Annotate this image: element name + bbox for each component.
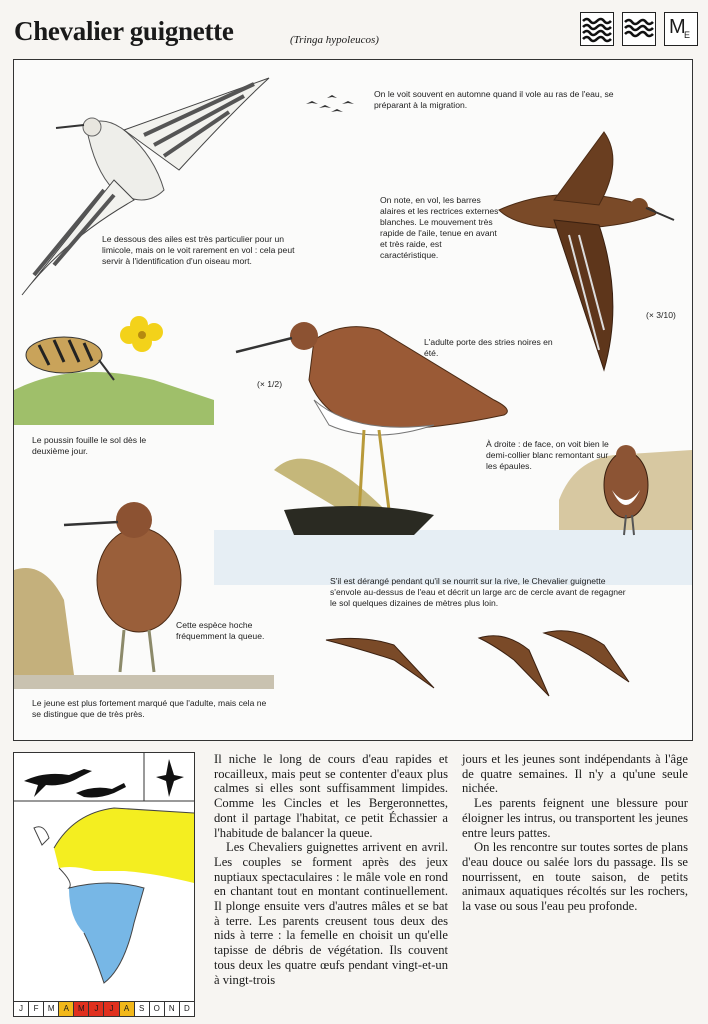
flying-bird bbox=[499, 132, 674, 370]
habitat-badge bbox=[664, 12, 698, 46]
juvenile-bird bbox=[14, 502, 181, 675]
sea-waves-icon bbox=[622, 12, 656, 46]
month-may: M bbox=[74, 1002, 89, 1016]
distribution-map bbox=[13, 752, 195, 1017]
month-mar: M bbox=[44, 1002, 59, 1016]
paragraph: Les parents feignent une blessure pour éloigner les intrus, ou transportent les jeunes entre leurs pattes. bbox=[462, 796, 688, 840]
month-oct: O bbox=[150, 1002, 165, 1016]
scale-adult: (× 1/2) bbox=[257, 379, 283, 389]
caption-bob: Cette espèce hoche fréquemment la queue. bbox=[176, 620, 265, 641]
month-jul: J bbox=[104, 1002, 119, 1016]
month-jun: J bbox=[89, 1002, 104, 1016]
caption-front-view: À droite : de face, on voit bien le demi-collier blanc remontant sur les épaules. bbox=[486, 439, 609, 471]
bird-silhouettes-icon bbox=[24, 759, 184, 798]
yellow-flower bbox=[120, 316, 163, 352]
paragraph: On les rencontre sur toutes sortes de plans d'eau douce ou salée lors du passage. Ils se nourrissent, en toute saison, de petits animaux aquatiques récoltés sur les rochers, la vase ou sous l'eau peu profonde. bbox=[462, 840, 688, 914]
month-sep: S bbox=[135, 1002, 150, 1016]
breeding-range bbox=[54, 808, 194, 883]
illustration-plate bbox=[13, 59, 693, 741]
paragraph: jours et les jeunes sont indépendants à l'âge de quatre semaines. Il n'y a qu'une seule nichée. bbox=[462, 752, 688, 796]
scale-flight: (× 3/10) bbox=[646, 310, 676, 320]
caption-underwing: Le dessous des ailes est très particulier pour un limicole, mais on le voit rarement en vol : cela peut servir à l'identification d'un oiseau mort. bbox=[102, 234, 295, 266]
month-bar bbox=[14, 1001, 194, 1016]
page-title: Chevalier guignette bbox=[14, 16, 234, 46]
month-feb: F bbox=[29, 1002, 44, 1016]
caption-chick: Le poussin fouille le sol dès le deuxième jour. bbox=[32, 435, 147, 456]
text-column-1 bbox=[214, 752, 448, 987]
caption-adult: L'adulte porte des stries noires en été. bbox=[424, 337, 553, 358]
caption-flight: On note, en vol, les barres alaires et les rectrices externes blanches. Le mouvement très rapide de l'aile, tenue en avant et très raide, est caractéristique. bbox=[380, 195, 499, 260]
paragraph: Il niche le long de cours d'eau rapides et rocailleux, mais peut se contenter d'eaux plus calmes si elles sont suffisamment limpides. Comme les Cincles et les Bergeronnettes, dont il partage l'habitat, ce petit Échassier a l'habitude de balancer la queue. bbox=[214, 752, 448, 840]
paragraph: Les Chevaliers guignettes arrivent en avril. Les couples se forment après des jeux nuptiaux spectaculaires : le mâle vole en rond en chantant tout en montant continuellement. Il plonge ensuite vers d'autres mâles et se bat à terre. Les parents creusent tous deux des nids à terre : la femelle en choisit un qu'elle tapisse de débris de végétation. Ils couvent tous deux les quatre œufs pendant vingt-et-un à vingt-trois bbox=[214, 840, 448, 987]
caption-migration: On le voit souvent en automne quand il vole au ras de l'eau, se préparant à la migration. bbox=[374, 89, 614, 110]
habitat-subletter: E bbox=[684, 30, 691, 40]
wintering-range bbox=[69, 883, 144, 983]
month-aug: A bbox=[120, 1002, 135, 1016]
bird-illustrations bbox=[14, 60, 692, 740]
month-jan: J bbox=[14, 1002, 29, 1016]
chick bbox=[14, 337, 214, 425]
month-apr: A bbox=[59, 1002, 74, 1016]
ground-strip bbox=[14, 675, 274, 689]
caption-disturbed: S'il est dérangé pendant qu'il se nourrit sur la rive, le Chevalier guignette s'envole au-dessus de l'eau et décrit un large arc de cercle avant de regagner le sol quelques dizaines de mètres plus loin. bbox=[330, 576, 626, 608]
latin-name: (Tringa hypoleucos) bbox=[290, 34, 379, 46]
habitat-letter: M bbox=[669, 16, 686, 38]
text-column-2 bbox=[462, 752, 688, 914]
month-dec: D bbox=[180, 1002, 194, 1016]
distant-flock bbox=[306, 95, 354, 112]
month-nov: N bbox=[165, 1002, 180, 1016]
flight-sequence bbox=[326, 631, 629, 696]
range-map bbox=[14, 753, 194, 1002]
water-waves-icon bbox=[580, 12, 614, 46]
caption-juvenile: Le jeune est plus fortement marqué que l'adulte, mais cela ne se distingue que de très près. bbox=[32, 698, 267, 719]
